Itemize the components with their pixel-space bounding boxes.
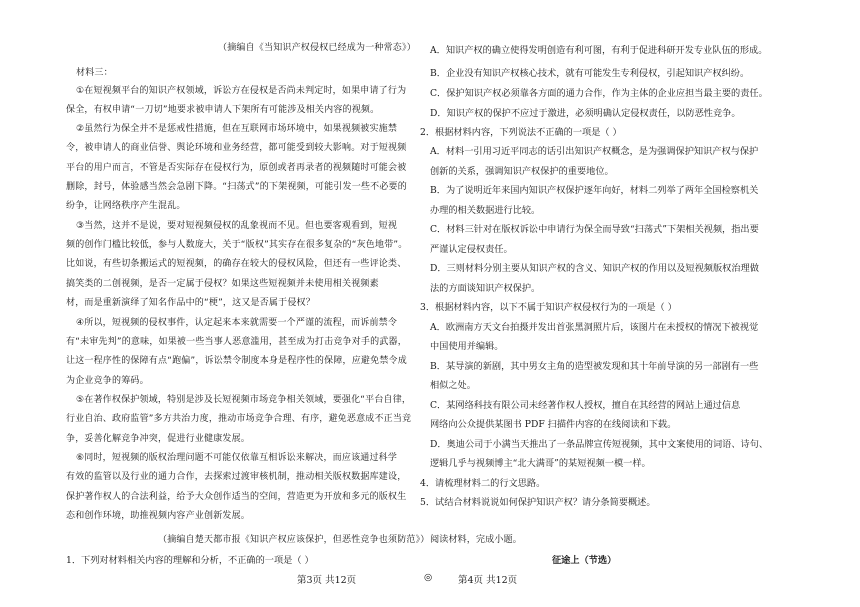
text-line: 法的方面谈知识产权保护。	[430, 283, 541, 294]
text-line: 频的创作门槛比较低，参与人数庞大，关于“版权”其实存在很多复杂的“灰色地带”。	[66, 240, 408, 250]
text-line: 有“未审先判”的意味，如果被一些当事人恶意滥用，甚至成为打击竞争对手的武器，	[66, 337, 407, 347]
text-line: ④所以，短视频的侵权事件，认定起来本来就需要一个严谨的流程，而诉前禁令	[76, 318, 398, 328]
text-line: 有效的监管以及行业的通力合作，去探索过渡审核机制，推动相关版权数据库建设，	[66, 472, 407, 482]
center-mark-icon: ◎	[424, 572, 433, 583]
text-line: 办理的相关数据进行比较。	[430, 205, 541, 216]
text-line: D．奥迪公司于小满当天推出了一条品牌宣传短视频，其中文案使用的词语、诗句、	[430, 439, 769, 450]
text-line: C．材料三针对在版权诉讼中申请行为保全而导致“扫荡式”下架相关视频，指出要	[430, 224, 759, 235]
text-line: 态和创作环境，助推视频内容产业创新发展。	[66, 511, 251, 521]
text-line: 征途上（节选）	[552, 555, 617, 566]
text-line: 材，而是重新演绎了知名作品中的“梗”，这又是否属于侵权？	[66, 298, 315, 308]
text-line: A．材料一引用习近平同志的话引出知识产权概念，是为强调保护知识产权与保护	[430, 146, 759, 157]
text-line: 令，被申请人的商业信誉、舆论环境和业务经营，都可能受到较大影响。对于短视频	[66, 143, 407, 153]
text-line: 中国使用并编辑。	[430, 341, 504, 352]
text-line: 保护著作权人的合法利益，给予大众创作适当的空间，营造更为开放和多元的版权生	[66, 492, 407, 502]
text-line: 逻辑几乎与视频博主“北大满哥”的某短视频一模一样。	[430, 458, 651, 469]
text-line: A．欧洲南方天文台拍摄并发出首张黑洞照片后，该图片在未授权的情况下被视觉	[430, 322, 759, 333]
text-line: （摘编自楚天都市报《知识产权应该保护，但恶性竞争也须防范》）	[158, 535, 430, 545]
text-line: 争，妥善化解竞争冲突，促进行业健康发展。	[66, 434, 251, 444]
text-line: （摘编自《当知识产权侵权已经成为一种常态》）	[218, 43, 416, 53]
text-line: 5．试结合材料说说如何保护知识产权？请分条简要概述。	[420, 497, 656, 508]
text-line: 纷争，让网络秩序产生混乱。	[66, 201, 186, 211]
text-line: 材料三：	[76, 68, 113, 78]
text-line: D．三则材料分别主要从知识产权的含义、知识产权的作用以及短视频版权治理做	[430, 263, 759, 274]
text-line: 网络向公众提供某图书 PDF 扫描件内容的在线阅读和下载。	[430, 419, 677, 430]
text-line: ⑤在著作权保护领域，特别是涉及长短视频市场竞争相关领域，要强化“平台自律，	[76, 395, 412, 405]
text-line: 2．根据材料内容，下列说法不正确的一项是（ ）	[420, 127, 622, 138]
text-line: ①在短视频平台的知识产权领域，诉讼方在侵权是否尚未判定时，如果申请了行为	[76, 86, 407, 96]
text-line: B．企业没有知识产权核心技术，就有可能发生专利侵权，引起知识产权纠纷。	[430, 68, 750, 79]
text-line: 平台的用户而言，不管是否实际存在侵权行为，原创或者再录者的视频随时可能会被	[66, 163, 407, 173]
text-line: B．某导演的新剧，其中男女主角的造型被发现和其十年前导演的另一部剧有一些	[430, 361, 759, 372]
text-line: 4．请梳理材料二的行文思路。	[420, 478, 546, 489]
text-line: ③当然，这并不是说，要对短视频侵权的乱象视而不见。但也要客观看到，短视	[76, 221, 398, 231]
text-line: C．某网络科技有限公司未经著作权人授权，擅自在其经营的网站上通过信息	[430, 400, 741, 411]
text-line: 为企业竞争的筹码。	[66, 376, 149, 386]
text-line: C．保护知识产权必须靠各方面的通力合作，作为主体的企业应担当最主要的责任。	[430, 88, 768, 99]
text-line: ⑥同时，短视频的版权治理问题不可能仅依靠互相诉讼来解决，而应该通过科学	[76, 453, 398, 463]
text-line: 阅读材料，完成小题。	[430, 534, 522, 545]
page-number-right: 第4页 共12页	[458, 575, 518, 586]
text-line: B．为了说明近年来国内知识产权保护逐年向好，材料二列举了两年全国检察机关	[430, 185, 759, 196]
text-line: 创新的关系，强调知识产权保护的重要地位。	[430, 166, 614, 177]
text-line: 1．下列对材料相关内容的理解和分析，不正确的一项是（ ）	[66, 555, 314, 566]
text-line: 让这一程序性的保障有点“跑偏”，诉讼禁令制度本身是程序性的保障，应避免禁令成	[66, 356, 407, 366]
text-line: 保全，有权申请“一刀切”地要求被申请人下架所有可能涉及相关内容的视频。	[66, 105, 380, 115]
text-line: 删除，封号，体验感当然会急剧下降。“扫荡式”的下架视频，可能引发一些不必要的	[66, 182, 407, 192]
text-line: 3．根据材料内容，以下不属于知识产权侵权行为的一项是（ ）	[420, 302, 677, 313]
text-line: 搞笑类的二创视频，是否一定属于侵权？如果这些短视频并未使用相关视频素	[66, 279, 379, 289]
text-line: 相似之处。	[430, 380, 476, 391]
text-line: A．知识产权的确立使得发明创造有利可图，有利于促进科研开发专业队伍的形成。	[430, 45, 768, 56]
text-line: 比如说，有些切条搬运式的短视频，的确存在较大的侵权风险，但还有一些评论类、	[66, 259, 407, 269]
text-line: ②虽然行为保全并不是惩戒性措施，但在互联网市场环境中，如果视频被实施禁	[76, 124, 398, 134]
page-number-left: 第3页 共12页	[297, 575, 357, 586]
text-line: D．知识产权的保护不应过于激进，必须明确认定侵权责任，以防恶性竞争。	[430, 108, 741, 119]
text-line: 严谨认定侵权责任。	[430, 244, 513, 255]
text-line: 行业自治、政府监管”多方共治力度，推动市场竞争合理、有序，避免恶意成不正当竞	[66, 414, 412, 424]
